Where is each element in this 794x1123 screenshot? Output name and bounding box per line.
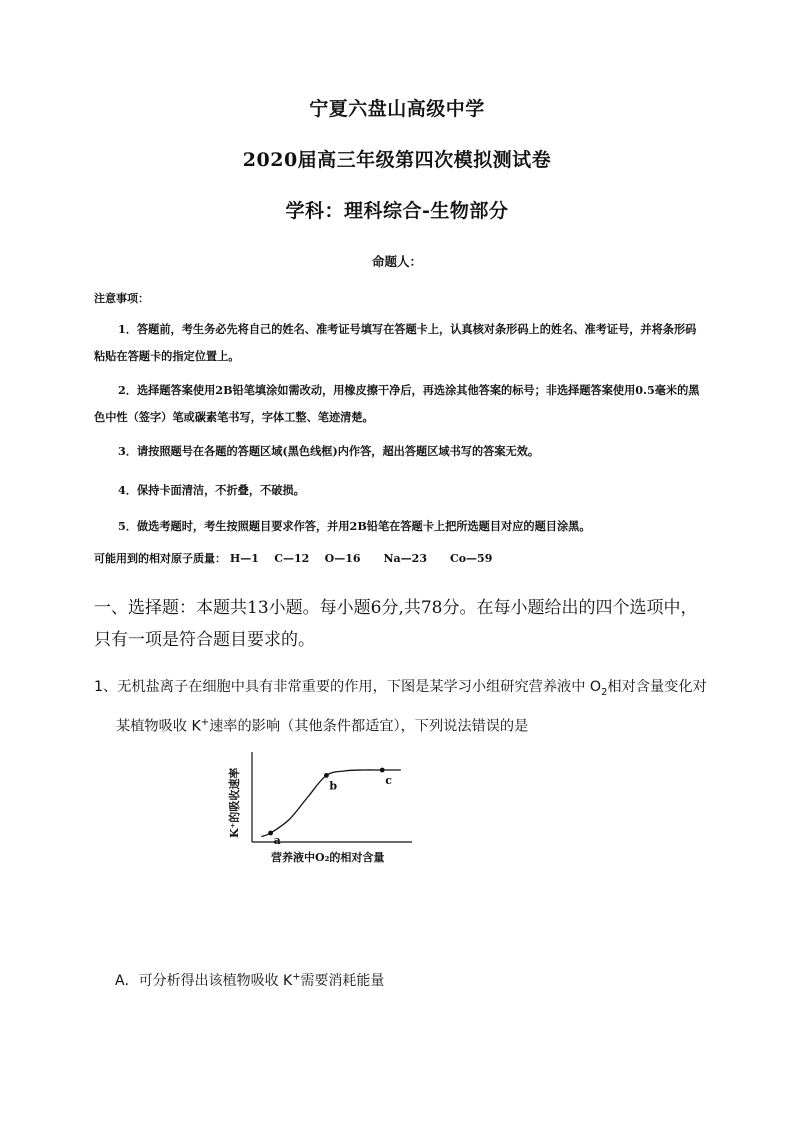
atomic-mass-h: H—1 (229, 552, 259, 565)
point-label-b: b (329, 779, 338, 793)
notice-item-1: 1．答题前，考生务必先将自己的姓名、准考证号填写在答题卡上，认真核对条形码上的姓名、准考证号，并将条形码粘贴在答题卡的指定位置上。 (94, 322, 697, 363)
atomic-mass-co: Co—59 (449, 552, 493, 565)
question-1-text-c: 某植物吸收 K (116, 718, 201, 735)
option-a-k-superscript: + (292, 971, 301, 983)
atomic-mass-c: C—12 (274, 552, 310, 565)
section-heading: 一、选择题：本题共13小题。每小题6分,共78分。在每小题给出的四个选项中，只有一项是符合题目要求的。 (94, 598, 698, 650)
k-superscript: + (200, 716, 210, 728)
option-a-text-a: A．可分析得出该植物吸收 K (115, 973, 293, 989)
exam-title: 2020届高三年级第四次模拟测试卷 (242, 149, 552, 171)
uptake-rate-chart (216, 744, 416, 872)
question-1-text-d: 速率的影响（其他条件都适宜），下列说法错误的是 (209, 718, 529, 735)
atomic-mass-na: Na—23 (383, 552, 427, 565)
point-label-c: c (385, 774, 392, 787)
atomic-masses-label: 可能用到的相对原子质量： (94, 552, 226, 565)
question-1-text-a: 1、无机盐离子在细胞中具有非常重要的作用，下图是某学习小组研究营养液中 O (94, 679, 602, 695)
option-a (115, 970, 384, 990)
atomic-masses (94, 550, 714, 566)
y-axis-label: K⁺的吸收速率 (228, 767, 241, 838)
subject-title: 学科：理科综合-生物部分 (285, 200, 509, 222)
question-1 (94, 672, 714, 742)
question-1-text-b: 相对含量变化对 (607, 679, 707, 695)
o2-subscript: 2 (601, 686, 608, 698)
x-axis-label: 营养液中O₂的相对含量 (271, 851, 385, 864)
author-label: 命题人： (371, 254, 422, 269)
notice-item-5: 5．做选考题时，考生按照题目要求作答，并用2B铅笔在答题卡上把所选题目对应的题目涂黑。 (118, 519, 591, 533)
notice-item-2: 2．选择题答案使用2B铅笔填涂如需改动，用橡皮擦干净后，再选涂其他答案的标号；非选择题答案使用0.5毫米的黑色中性（签字）笔或碳素笔书写，字体工整、笔迹清楚。 (94, 383, 700, 424)
atomic-mass-o: O—16 (324, 552, 361, 565)
point-a (268, 831, 273, 836)
notice-item-3: 3．请按照题号在各题的答题区域(黑色线框)内作答，超出答题区域书写的答案无效。 (118, 444, 540, 458)
question-1-continuation (94, 708, 714, 742)
option-a-text-b: 需要消耗能量 (300, 973, 385, 989)
notice-item-4: 4．保持卡面清洁，不折叠，不破损。 (118, 483, 305, 497)
school-name: 宁夏六盘山高级中学 (309, 98, 485, 120)
point-c (380, 768, 385, 773)
point-label-a: a (273, 834, 281, 847)
notice-heading: 注意事项： (94, 292, 149, 305)
point-b (324, 773, 329, 778)
